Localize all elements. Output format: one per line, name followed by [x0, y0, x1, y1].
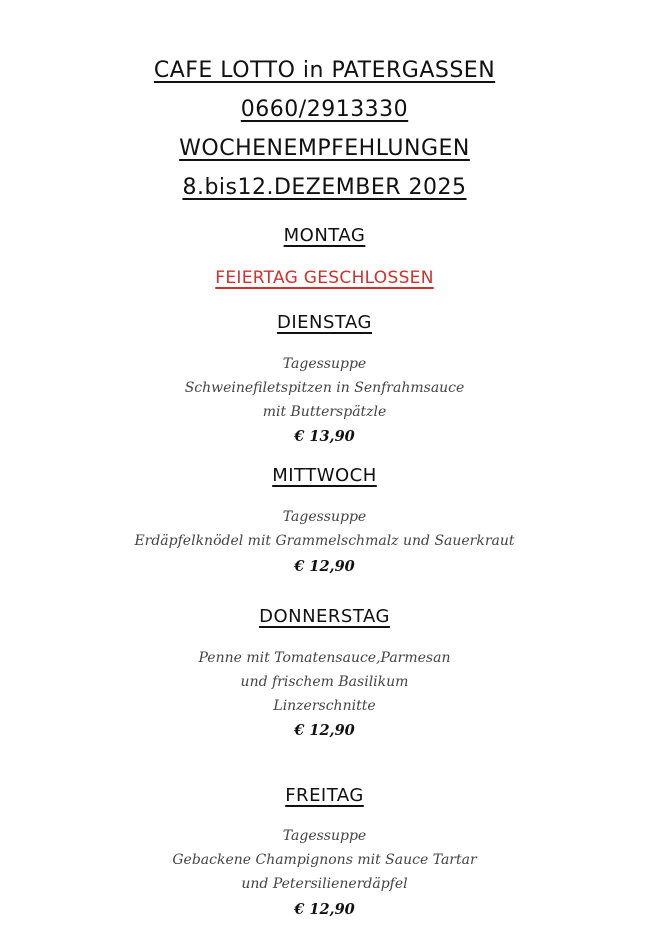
- dienstag-item-1: Tagessuppe: [282, 356, 367, 372]
- cafe-name: CAFE LOTTO in PATERGASSEN: [153, 58, 496, 83]
- day-montag: MONTAG: [283, 225, 366, 246]
- freitag-price: € 12,90: [294, 901, 355, 918]
- day-donnerstag: DONNERSTAG: [259, 606, 390, 627]
- dienstag-item-2: Schweinefiletspitzen in Senfrahmsauce: [184, 380, 465, 396]
- day-dienstag: DIENSTAG: [277, 312, 372, 333]
- donnerstag-item-3: Linzerschnitte: [273, 698, 376, 714]
- freitag-item-1: Tagessuppe: [282, 828, 367, 844]
- mittwoch-item-2: Erdäpfelknödel mit Grammelschmalz und Sauerkraut: [134, 533, 515, 549]
- mittwoch-price: € 12,90: [294, 558, 355, 575]
- phone-number: 0660/2913330: [240, 97, 409, 122]
- mittwoch-item-1: Tagessuppe: [282, 509, 367, 525]
- day-freitag: FREITAG: [285, 785, 364, 806]
- dienstag-item-3: mit Butterspätzle: [262, 404, 387, 420]
- donnerstag-item-2: und frischem Basilikum: [240, 674, 409, 690]
- dienstag-price: € 13,90: [294, 428, 355, 445]
- donnerstag-item-1: Penne mit Tomatensauce,Parmesan: [198, 650, 451, 666]
- day-mittwoch: MITTWOCH: [272, 465, 377, 486]
- freitag-item-2: Gebackene Champignons mit Sauce Tartar: [172, 852, 477, 868]
- date-range: 8.bis12.DEZEMBER 2025: [182, 175, 467, 200]
- donnerstag-price: € 12,90: [294, 722, 355, 739]
- closed-notice: FEIERTAG GESCHLOSSEN: [215, 268, 434, 288]
- freitag-item-3: und Petersilienerdäpfel: [241, 876, 408, 892]
- menu-title: WOCHENEMPFEHLUNGEN: [179, 136, 470, 161]
